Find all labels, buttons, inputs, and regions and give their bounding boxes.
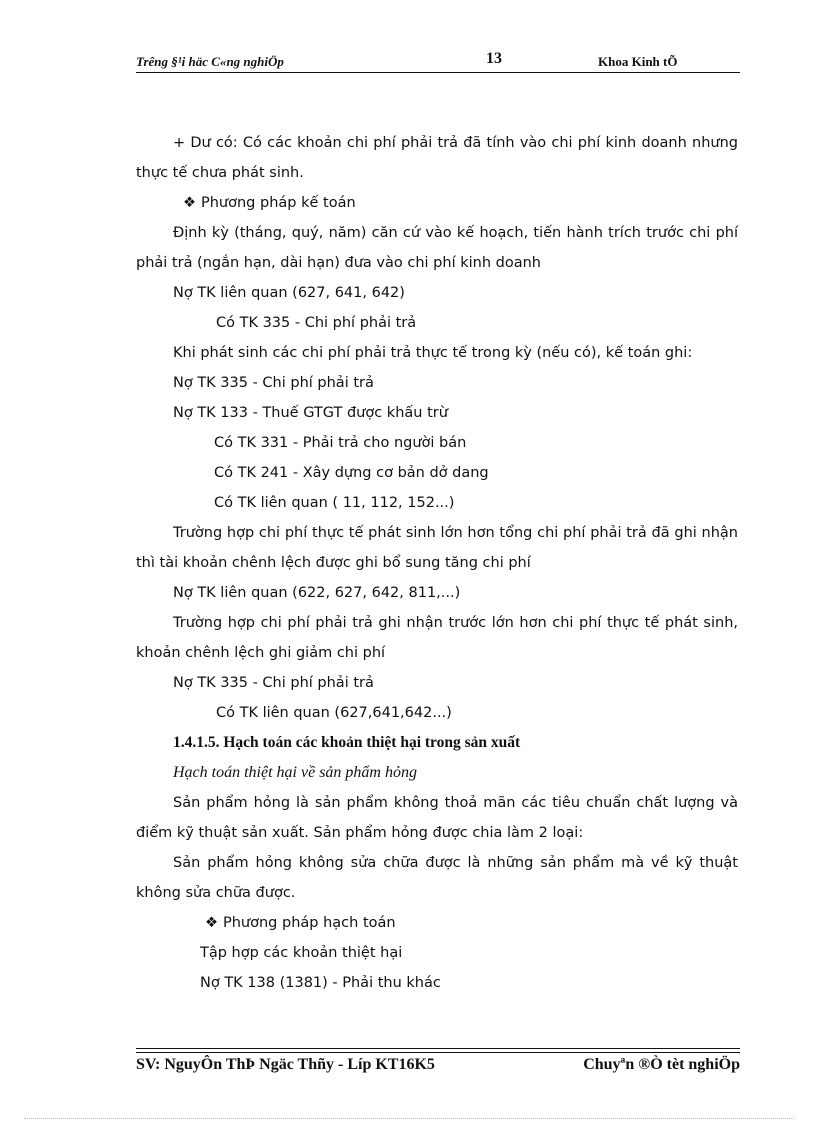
paragraph-line: Khi phát sinh các chi phí phải trả thực tế trong kỳ (nếu có), kế toán ghi:	[173, 345, 693, 361]
header-rule	[136, 72, 740, 73]
paragraph-line: Sản phẩm hỏng không sửa chữa được là những sản phẩm mà về kỹ thuật	[173, 855, 738, 871]
paragraph-line: Trường hợp chi phí phải trả ghi nhận trước lớn hơn chi phí thực tế phát sinh,	[173, 615, 738, 631]
bullet-item	[136, 908, 738, 938]
paragraph-line: Trường hợp chi phí thực tế phát sinh lớn hơn tổng chi phí phải trả đã ghi nhận	[173, 525, 738, 541]
entry-line: Nợ TK liên quan (627, 641, 642)	[173, 285, 405, 301]
entry-line: Nợ TK 138 (1381) - Phải thu khác	[200, 975, 441, 991]
page-number: 13	[486, 50, 502, 67]
entry-line: Tập hợp các khoản thiệt hại	[200, 945, 403, 961]
paragraph-line: thực tế chưa phát sinh.	[136, 165, 304, 181]
paragraph-line: thì tài khoản chênh lệch được ghi bổ sung tăng chi phí	[136, 555, 531, 571]
footer-rule-secondary	[136, 1052, 740, 1053]
footer-student: SV: NguyÔn ThÞ Ngäc Thñy - Líp KT16K5	[136, 1056, 435, 1073]
paragraph-line: không sửa chữa được.	[136, 885, 296, 901]
paragraph-line: phải trả (ngắn hạn, dài hạn) đưa vào chi phí kinh doanh	[136, 255, 541, 271]
entry-line: Nợ TK 335 - Chi phí phải trả	[173, 375, 374, 391]
entry-line: Có TK liên quan ( 11, 112, 152...)	[214, 495, 455, 511]
section-subheading: Hạch toán thiệt hại về sản phẩm hỏng	[173, 764, 417, 781]
paragraph-line: Sản phẩm hỏng là sản phẩm không thoả mãn các tiêu chuẩn chất lượng và	[173, 795, 738, 811]
paragraph-line: + Dư có: Có các khoản chi phí phải trả đã tính vào chi phí kinh doanh nhưng	[173, 135, 738, 151]
bullet-text: Phương pháp hạch toán	[223, 915, 396, 931]
footer-thesis: Chuyªn ®Ò tèt nghiÖp	[583, 1056, 740, 1073]
entry-line: Nợ TK 335 - Chi phí phải trả	[173, 675, 374, 691]
bullet-item	[136, 188, 738, 218]
document-body	[136, 128, 738, 998]
footer-rule	[136, 1048, 740, 1049]
diamond-bullet-icon: ❖	[205, 915, 218, 931]
header-school: Trêng §¹i häc C«ng nghiÖp	[136, 54, 284, 69]
paragraph-line: điểm kỹ thuật sản xuất. Sản phẩm hỏng được chia làm 2 loại:	[136, 825, 584, 841]
entry-line: Có TK liên quan (627,641,642...)	[216, 705, 452, 721]
paragraph-line: Định kỳ (tháng, quý, năm) căn cứ vào kế hoạch, tiến hành trích trước chi phí	[173, 225, 738, 241]
entry-line: Nợ TK liên quan (622, 627, 642, 811,...)	[173, 585, 461, 601]
header-faculty: Khoa Kinh tÕ	[598, 54, 678, 69]
page-header	[136, 50, 740, 72]
entry-line: Có TK 335 - Chi phí phải trả	[216, 315, 417, 331]
page-footer	[136, 1054, 740, 1080]
page-edge-divider	[24, 1118, 794, 1119]
section-heading: 1.4.1.5. Hạch toán các khoản thiệt hại trong sản xuất	[173, 734, 521, 751]
entry-line: Nợ TK 133 - Thuế GTGT được khấu trừ	[173, 405, 448, 421]
bullet-text: Phương pháp kế toán	[201, 195, 356, 211]
paragraph-line: khoản chênh lệch ghi giảm chi phí	[136, 645, 386, 661]
entry-line: Có TK 241 - Xây dựng cơ bản dở dang	[214, 465, 489, 481]
diamond-bullet-icon: ❖	[183, 195, 196, 211]
entry-line: Có TK 331 - Phải trả cho người bán	[214, 435, 467, 451]
